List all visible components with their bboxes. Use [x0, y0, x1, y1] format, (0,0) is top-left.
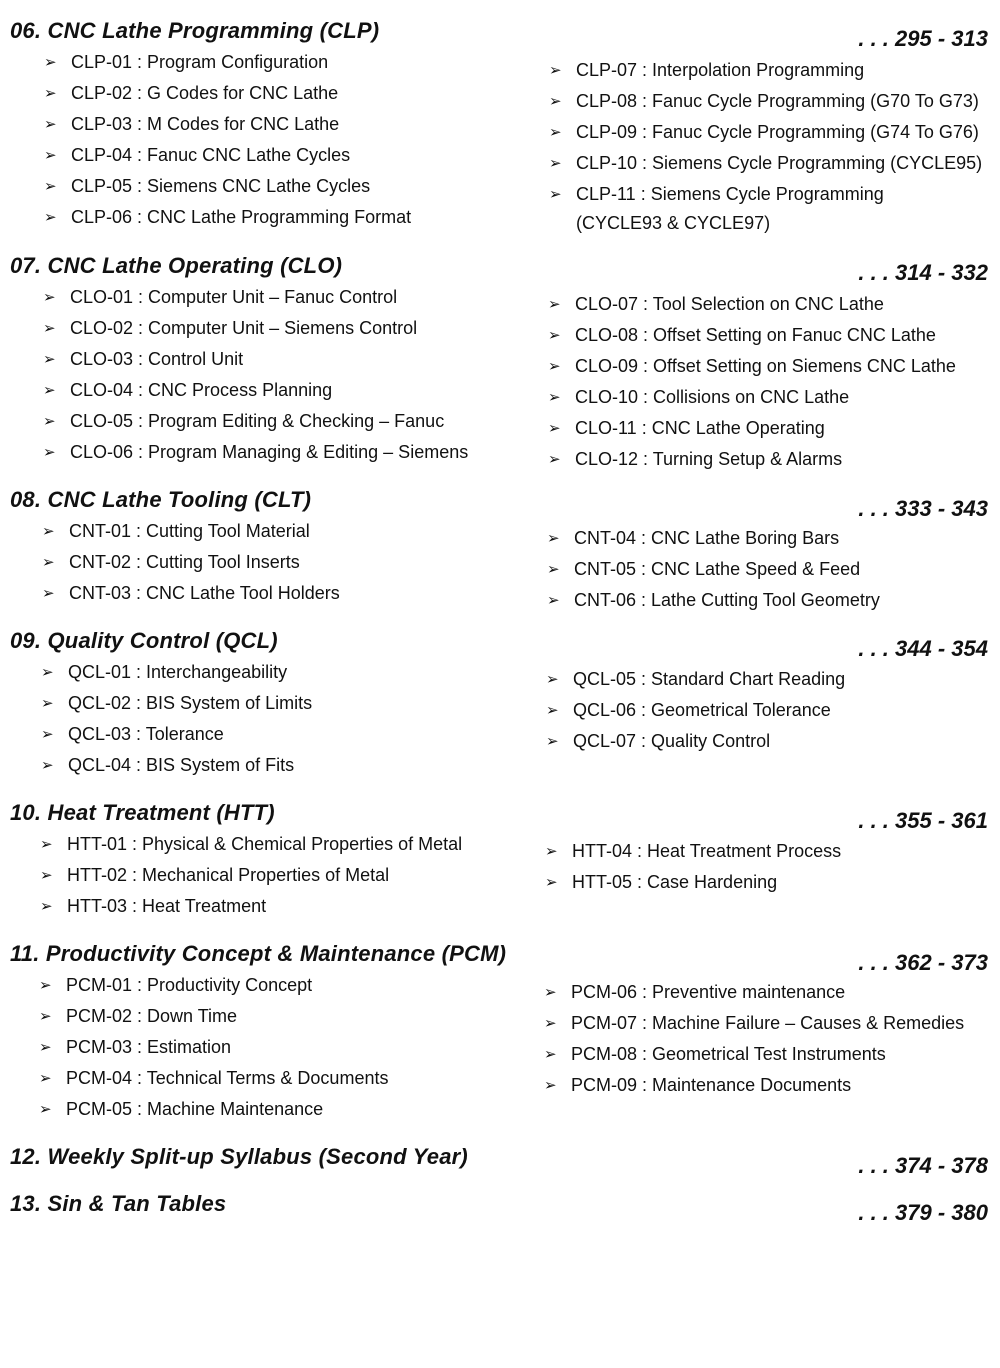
entry-separator: : — [132, 1006, 148, 1026]
entry-title: Fanuc Cycle Programming (G74 To G76) — [652, 122, 979, 142]
entry-title: Lathe Cutting Tool Geometry — [651, 590, 880, 610]
section-page-range: . . . 344 - 354 — [858, 636, 988, 661]
toc-entry-cnt-06 — [547, 590, 880, 610]
toc-entry-cnt-04 — [547, 528, 880, 548]
section-page-range: . . . 333 - 343 — [858, 496, 988, 521]
toc-entry-clp-02 — [44, 83, 411, 103]
arrow-bullet-icon: ➢ — [41, 664, 54, 681]
entry-code: PCM-03 — [66, 1037, 133, 1057]
arrow-bullet-icon: ➢ — [548, 420, 561, 437]
entry-title: Standard Chart Reading — [651, 669, 846, 689]
entry-code: QCL-05 — [573, 669, 637, 689]
entry-code: CLP-08 — [576, 91, 638, 111]
entry-separator: : — [131, 521, 147, 541]
entry-title: Geometrical Test Instruments — [652, 1044, 886, 1064]
arrow-bullet-icon: ➢ — [42, 523, 55, 540]
section-number: 11. — [10, 941, 40, 966]
entry-separator: : — [638, 294, 653, 314]
right-column-entries — [546, 669, 845, 762]
toc-entry-clo-05 — [43, 411, 468, 431]
arrow-bullet-icon: ➢ — [44, 178, 57, 195]
left-column-entries — [40, 834, 462, 927]
toc-entry-clo-11 — [548, 418, 956, 438]
section-title: Sin & Tan Tables — [47, 1191, 227, 1216]
toc-entry-qcl-05 — [546, 669, 845, 689]
section-page-range: . . . 355 - 361 — [858, 808, 988, 833]
entry-title: Case Hardening — [647, 872, 778, 892]
entry-separator: : — [133, 380, 149, 400]
entry-separator: : — [637, 982, 653, 1002]
entry-title: Program Managing & Editing – Siemens — [148, 442, 469, 462]
section-number: 09. — [10, 628, 42, 653]
arrow-bullet-icon: ➢ — [39, 977, 52, 994]
section-title: CNC Lathe Programming (CLP) — [47, 18, 380, 43]
entry-separator: : — [636, 700, 652, 720]
entry-code: QCL-06 — [573, 700, 637, 720]
entry-title: Offset Setting on Fanuc CNC Lathe — [653, 325, 936, 345]
entry-code: HTT-02 — [67, 865, 128, 885]
toc-entry-htt-05 — [545, 872, 841, 892]
toc-entry-clo-07 — [548, 294, 956, 314]
section-number: 13. — [10, 1191, 42, 1216]
entry-title: Geometrical Tolerance — [651, 700, 831, 720]
arrow-bullet-icon: ➢ — [44, 116, 57, 133]
entry-title: CNC Lathe Speed & Feed — [651, 559, 861, 579]
arrow-bullet-icon: ➢ — [40, 836, 53, 853]
toc-entry-pcm-09 — [544, 1075, 964, 1095]
entry-code: CLO-06 — [70, 442, 134, 462]
entry-title: Offset Setting on Siemens CNC Lathe — [653, 356, 956, 376]
entry-code: QCL-07 — [573, 731, 637, 751]
entry-code: CLP-02 — [71, 83, 133, 103]
entry-code: PCM-04 — [66, 1068, 133, 1088]
arrow-bullet-icon: ➢ — [549, 62, 562, 79]
section-heading — [10, 487, 311, 513]
entry-title: Interpolation Programming — [652, 60, 865, 80]
toc-entry-clo-02 — [43, 318, 468, 338]
entry-code: QCL-03 — [68, 724, 132, 744]
entry-separator: : — [637, 1044, 653, 1064]
arrow-bullet-icon: ➢ — [544, 1077, 557, 1094]
right-column-entries — [549, 60, 982, 244]
arrow-bullet-icon: ➢ — [549, 186, 562, 203]
entry-separator: : — [133, 318, 149, 338]
entry-code: CNT-02 — [69, 552, 132, 572]
entry-code: CLO-04 — [70, 380, 134, 400]
entry-separator: : — [637, 122, 653, 142]
entry-separator: : — [132, 1099, 148, 1119]
entry-title: Quality Control — [651, 731, 771, 751]
toc-entry-qcl-02 — [41, 693, 312, 713]
toc-entry-clo-12 — [548, 449, 956, 469]
right-column-entries — [547, 528, 880, 621]
entry-title: Tool Selection on CNC Lathe — [652, 294, 884, 314]
entry-title: Technical Terms & Documents — [146, 1068, 389, 1088]
arrow-bullet-icon: ➢ — [548, 358, 561, 375]
toc-entry-cnt-01 — [42, 521, 340, 541]
toc-entry-htt-03 — [40, 896, 462, 916]
left-column-entries — [41, 662, 312, 786]
entry-title: BIS System of Limits — [146, 693, 313, 713]
arrow-bullet-icon: ➢ — [547, 530, 560, 547]
section-heading — [10, 1191, 226, 1217]
toc-entry-clo-01 — [43, 287, 468, 307]
entry-title: Computer Unit – Fanuc Control — [148, 287, 398, 307]
toc-entry-pcm-07 — [544, 1013, 964, 1033]
entry-separator: : — [127, 834, 143, 854]
arrow-bullet-icon: ➢ — [43, 413, 56, 430]
toc-entry-clo-03 — [43, 349, 468, 369]
arrow-bullet-icon: ➢ — [548, 327, 561, 344]
arrow-bullet-icon: ➢ — [39, 1070, 52, 1087]
entry-separator: : — [131, 693, 147, 713]
section-page-range: . . . 314 - 332 — [858, 260, 988, 285]
entry-code: HTT-05 — [572, 872, 633, 892]
entry-separator: : — [636, 528, 652, 548]
section-number: 12. — [10, 1144, 42, 1169]
right-column-entries — [548, 294, 956, 480]
arrow-bullet-icon: ➢ — [546, 733, 559, 750]
entry-separator: : — [637, 153, 653, 173]
entry-title: CNC Lathe Tool Holders — [146, 583, 340, 603]
entry-separator: : — [132, 1037, 148, 1057]
entry-code: QCL-01 — [68, 662, 132, 682]
entry-separator: : — [127, 865, 143, 885]
entry-title: Turning Setup & Alarms — [652, 449, 843, 469]
entry-code: HTT-03 — [67, 896, 128, 916]
toc-entry-qcl-07 — [546, 731, 845, 751]
entry-code: CNT-04 — [574, 528, 637, 548]
arrow-bullet-icon: ➢ — [548, 296, 561, 313]
entry-title: Preventive maintenance — [652, 982, 846, 1002]
arrow-bullet-icon: ➢ — [40, 898, 53, 915]
toc-entry-qcl-03 — [41, 724, 312, 744]
toc-entry-clo-04 — [43, 380, 468, 400]
toc-entry-cnt-05 — [547, 559, 880, 579]
arrow-bullet-icon: ➢ — [42, 585, 55, 602]
section-title: CNC Lathe Operating (CLO) — [47, 253, 343, 278]
toc-entry-clo-06 — [43, 442, 468, 462]
arrow-bullet-icon: ➢ — [549, 93, 562, 110]
section-heading — [10, 800, 275, 826]
arrow-bullet-icon: ➢ — [39, 1039, 52, 1056]
entry-separator: : — [131, 724, 146, 744]
toc-entry-clp-04 — [44, 145, 411, 165]
entry-separator: : — [133, 349, 149, 369]
entry-separator: : — [636, 731, 652, 751]
entry-code: CLP-01 — [71, 52, 133, 72]
entry-code: PCM-08 — [571, 1044, 638, 1064]
section-heading — [10, 1144, 468, 1170]
entry-title: Down Time — [147, 1006, 238, 1026]
arrow-bullet-icon: ➢ — [44, 147, 57, 164]
entry-code: CLP-03 — [71, 114, 133, 134]
entry-separator: : — [637, 1075, 653, 1095]
section-title: Weekly Split-up Syllabus (Second Year) — [47, 1144, 468, 1169]
arrow-bullet-icon: ➢ — [544, 1046, 557, 1063]
entry-code: CNT-06 — [574, 590, 637, 610]
entry-title: CNC Lathe Boring Bars — [651, 528, 840, 548]
toc-entry-clp-10 — [549, 153, 982, 173]
toc-entry-htt-04 — [545, 841, 841, 861]
entry-title: Heat Treatment — [142, 896, 267, 916]
entry-title: BIS System of Fits — [146, 755, 295, 775]
entry-separator: : — [638, 325, 654, 345]
entry-title: Estimation — [147, 1037, 232, 1057]
entry-title: CNC Lathe Operating — [651, 418, 825, 438]
entry-code: PCM-02 — [66, 1006, 133, 1026]
entry-title: Siemens CNC Lathe Cycles — [147, 176, 371, 196]
section-number: 08. — [10, 487, 42, 512]
entry-code: CLP-06 — [71, 207, 133, 227]
section-title: Heat Treatment (HTT) — [47, 800, 275, 825]
section-page-range: . . . 362 - 373 — [858, 950, 988, 975]
entry-separator: : — [131, 583, 147, 603]
entry-code: CLP-10 — [576, 153, 638, 173]
left-column-entries — [39, 975, 388, 1130]
entry-code: CLO-10 — [575, 387, 639, 407]
entry-code: PCM-05 — [66, 1099, 133, 1119]
entry-title: Siemens Cycle Programming — [650, 184, 884, 204]
entry-separator: : — [132, 1068, 147, 1088]
entry-title: Control Unit — [148, 349, 244, 369]
entry-code: CNT-03 — [69, 583, 132, 603]
arrow-bullet-icon: ➢ — [545, 843, 558, 860]
arrow-bullet-icon: ➢ — [44, 85, 57, 102]
entry-separator: : — [132, 145, 148, 165]
arrow-bullet-icon: ➢ — [43, 444, 56, 461]
arrow-bullet-icon: ➢ — [41, 726, 54, 743]
entry-separator: : — [131, 662, 147, 682]
arrow-bullet-icon: ➢ — [547, 592, 560, 609]
entry-title: Fanuc CNC Lathe Cycles — [147, 145, 351, 165]
entry-title: Physical & Chemical Properties of Metal — [142, 834, 463, 854]
entry-code: CLO-01 — [70, 287, 134, 307]
entry-title: Heat Treatment Process — [647, 841, 842, 861]
arrow-bullet-icon: ➢ — [548, 451, 561, 468]
entry-separator: : — [133, 411, 149, 431]
toc-entry-pcm-08 — [544, 1044, 964, 1064]
entry-code: HTT-04 — [572, 841, 633, 861]
arrow-bullet-icon: ➢ — [549, 124, 562, 141]
left-column-entries — [43, 287, 468, 473]
entry-title: CNC Process Planning — [148, 380, 333, 400]
toc-entry-clp-11 — [549, 184, 982, 233]
entry-separator: : — [131, 552, 147, 572]
entry-title: CNC Lathe Programming Format — [147, 207, 412, 227]
arrow-bullet-icon: ➢ — [44, 54, 57, 71]
entry-separator: : — [632, 872, 648, 892]
arrow-bullet-icon: ➢ — [43, 289, 56, 306]
toc-entry-clp-08 — [549, 91, 982, 111]
entry-code: PCM-07 — [571, 1013, 638, 1033]
toc-entry-clo-09 — [548, 356, 956, 376]
entry-separator: : — [632, 841, 648, 861]
entry-code: CLO-02 — [70, 318, 134, 338]
entry-separator: : — [638, 449, 653, 469]
section-number: 07. — [10, 253, 42, 278]
section-title: CNC Lathe Tooling (CLT) — [47, 487, 312, 512]
entry-code: PCM-01 — [66, 975, 133, 995]
entry-separator: : — [132, 52, 148, 72]
entry-code: CLO-07 — [575, 294, 639, 314]
arrow-bullet-icon: ➢ — [44, 209, 57, 226]
toc-entry-pcm-04 — [39, 1068, 388, 1088]
right-column-entries — [544, 982, 964, 1106]
toc-entry-pcm-06 — [544, 982, 964, 1002]
entry-separator: : — [637, 1013, 653, 1033]
arrow-bullet-icon: ➢ — [547, 561, 560, 578]
toc-entry-cnt-02 — [42, 552, 340, 572]
section-heading — [10, 18, 379, 44]
entry-title: Productivity Concept — [147, 975, 313, 995]
section-page-range: . . . 379 - 380 — [858, 1200, 988, 1225]
entry-separator: : — [132, 83, 148, 103]
entry-code: PCM-06 — [571, 982, 638, 1002]
section-heading — [10, 628, 278, 654]
entry-title: Program Configuration — [147, 52, 329, 72]
arrow-bullet-icon: ➢ — [545, 874, 558, 891]
left-column-entries — [42, 521, 340, 614]
section-heading — [10, 253, 342, 279]
entry-separator: : — [637, 91, 653, 111]
toc-entry-clp-07 — [549, 60, 982, 80]
entry-code: CLP-05 — [71, 176, 133, 196]
section-title: Productivity Concept & Maintenance (PCM) — [45, 941, 507, 966]
entry-code: CNT-01 — [69, 521, 132, 541]
entry-title: Machine Failure – Causes & Remedies — [652, 1013, 965, 1033]
entry-code: CLP-04 — [71, 145, 133, 165]
entry-code: HTT-01 — [67, 834, 128, 854]
entry-title: Siemens Cycle Programming (CYCLE95) — [652, 153, 983, 173]
toc-entry-htt-02 — [40, 865, 462, 885]
entry-separator: : — [637, 60, 653, 80]
toc-entry-pcm-03 — [39, 1037, 388, 1057]
toc-entry-clo-08 — [548, 325, 956, 345]
entry-code: CNT-05 — [574, 559, 637, 579]
entry-title: Fanuc Cycle Programming (G70 To G73) — [652, 91, 979, 111]
toc-entry-htt-01 — [40, 834, 462, 854]
entry-code: CLP-09 — [576, 122, 638, 142]
entry-title: Mechanical Properties of Metal — [142, 865, 390, 885]
entry-title: M Codes for CNC Lathe — [147, 114, 340, 134]
entry-title: Interchangeability — [146, 662, 288, 682]
entry-title: Cutting Tool Inserts — [146, 552, 300, 572]
arrow-bullet-icon: ➢ — [39, 1008, 52, 1025]
entry-separator: : — [132, 207, 148, 227]
entry-separator: : — [636, 418, 652, 438]
entry-separator: : — [133, 287, 149, 307]
left-column-entries — [44, 52, 411, 238]
entry-title: Program Editing & Checking – Fanuc — [148, 411, 445, 431]
entry-separator: : — [636, 590, 652, 610]
entry-code: CLO-05 — [70, 411, 134, 431]
entry-separator: : — [132, 114, 148, 134]
toc-entry-qcl-01 — [41, 662, 312, 682]
entry-title: Cutting Tool Material — [146, 521, 310, 541]
section-number: 10. — [10, 800, 42, 825]
section-page-range: . . . 374 - 378 — [858, 1153, 988, 1178]
arrow-bullet-icon: ➢ — [42, 554, 55, 571]
entry-title: Tolerance — [145, 724, 224, 744]
arrow-bullet-icon: ➢ — [549, 155, 562, 172]
toc-entry-clp-09 — [549, 122, 982, 142]
arrow-bullet-icon: ➢ — [548, 389, 561, 406]
entry-title: Machine Maintenance — [147, 1099, 324, 1119]
entry-code: CLO-12 — [575, 449, 639, 469]
arrow-bullet-icon: ➢ — [546, 702, 559, 719]
toc-entry-pcm-01 — [39, 975, 388, 995]
entry-title: G Codes for CNC Lathe — [147, 83, 339, 103]
entry-code: CLP-07 — [576, 60, 638, 80]
toc-entry-clo-10 — [548, 387, 956, 407]
entry-separator: : — [132, 975, 148, 995]
entry-code: CLO-09 — [575, 356, 639, 376]
section-title: Quality Control (QCL) — [47, 628, 278, 653]
entry-code: CLO-08 — [575, 325, 639, 345]
arrow-bullet-icon: ➢ — [41, 757, 54, 774]
right-column-entries — [545, 841, 841, 903]
entry-separator: : — [636, 669, 652, 689]
arrow-bullet-icon: ➢ — [43, 382, 56, 399]
entry-separator: : — [635, 184, 651, 204]
entry-title: Computer Unit – Siemens Control — [148, 318, 418, 338]
entry-code: CLP-11 — [576, 184, 636, 204]
entry-separator: : — [132, 176, 148, 196]
entry-title-continuation: (CYCLE93 & CYCLE97) — [576, 213, 771, 233]
entry-title: Maintenance Documents — [652, 1075, 852, 1095]
entry-separator: : — [638, 356, 654, 376]
section-heading — [10, 941, 506, 967]
entry-title: Collisions on CNC Lathe — [653, 387, 850, 407]
entry-code: QCL-04 — [68, 755, 132, 775]
toc-entry-qcl-06 — [546, 700, 845, 720]
entry-separator: : — [127, 896, 143, 916]
toc-entry-clp-03 — [44, 114, 411, 134]
arrow-bullet-icon: ➢ — [544, 1015, 557, 1032]
entry-code: CLO-11 — [575, 418, 637, 438]
arrow-bullet-icon: ➢ — [544, 984, 557, 1001]
arrow-bullet-icon: ➢ — [43, 351, 56, 368]
entry-separator: : — [636, 559, 652, 579]
toc-entry-qcl-04 — [41, 755, 312, 775]
arrow-bullet-icon: ➢ — [40, 867, 53, 884]
entry-separator: : — [133, 442, 149, 462]
entry-separator: : — [131, 755, 147, 775]
toc-entry-cnt-03 — [42, 583, 340, 603]
toc-entry-clp-01 — [44, 52, 411, 72]
section-page-range: . . . 295 - 313 — [858, 26, 988, 51]
arrow-bullet-icon: ➢ — [546, 671, 559, 688]
entry-code: QCL-02 — [68, 693, 132, 713]
toc-entry-pcm-02 — [39, 1006, 388, 1026]
arrow-bullet-icon: ➢ — [43, 320, 56, 337]
entry-code: CLO-03 — [70, 349, 134, 369]
toc-entry-pcm-05 — [39, 1099, 388, 1119]
section-number: 06. — [10, 18, 42, 43]
entry-code: PCM-09 — [571, 1075, 638, 1095]
entry-separator: : — [638, 387, 654, 407]
arrow-bullet-icon: ➢ — [41, 695, 54, 712]
toc-entry-clp-06 — [44, 207, 411, 227]
arrow-bullet-icon: ➢ — [39, 1101, 52, 1118]
toc-entry-clp-05 — [44, 176, 411, 196]
